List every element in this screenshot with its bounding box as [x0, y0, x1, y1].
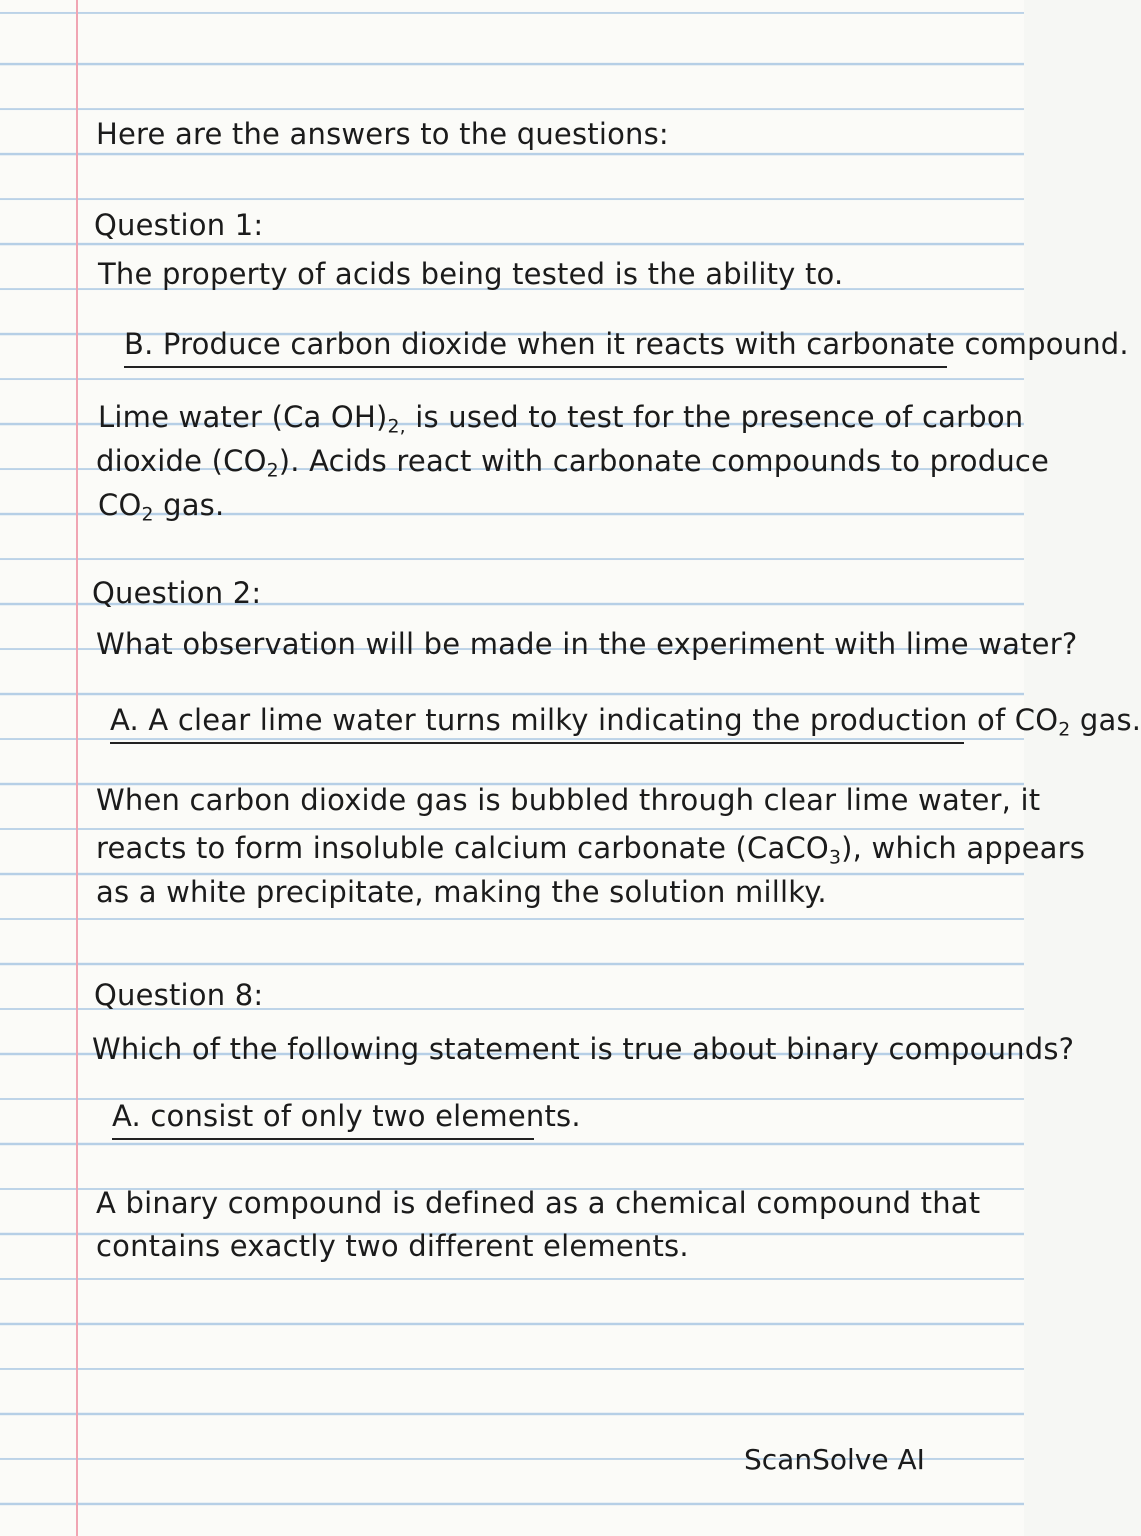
question-2-explanation-line: When carbon dioxide gas is bubbled through clear lime water, it — [96, 783, 1041, 817]
question-2-explanation-line: as a white precipitate, making the solution millky. — [96, 875, 827, 909]
question-2-explanation-line: reacts to form insoluble calcium carbonate (CaCO$_3$), which appears — [96, 831, 1086, 869]
question-8-prompt: Which of the following statement is true about binary compounds? — [92, 1032, 1075, 1066]
question-2-prompt: What observation will be made in the experiment with lime water? — [96, 627, 1078, 661]
question-8-explanation-line: contains exactly two different elements. — [96, 1229, 689, 1263]
question-2-heading: Question 2: — [92, 576, 262, 610]
question-1-prompt: The property of acids being tested is the ability to. — [98, 257, 844, 291]
question-1-explanation-line: $CO_2$ gas. — [98, 488, 225, 526]
question-8-answer: A. consist of only two elements. — [112, 1098, 534, 1140]
question-2-answer: A. A clear lime water turns milky indicating the production of $CO_2$ gas. — [110, 702, 964, 744]
question-1-explanation-line: dioxide $(CO_2)$. Acids react with carbonate compounds to produce — [96, 444, 1050, 482]
question-8-explanation-line: A binary compound is defined as a chemical compound that — [96, 1186, 981, 1220]
question-1-answer: B. Produce carbon dioxide when it reacts with carbonate compound. — [124, 326, 947, 368]
question-1-explanation-line: Lime water (Ca $OH)_{2,}$ is used to test for the presence of carbon — [98, 400, 1024, 438]
signature: ScanSolve AI — [744, 1443, 925, 1476]
question-8-heading: Question 8: — [94, 978, 264, 1012]
margin-line — [76, 0, 78, 1536]
intro-text: Here are the answers to the questions: — [96, 117, 669, 151]
question-1-heading: Question 1: — [94, 208, 264, 242]
